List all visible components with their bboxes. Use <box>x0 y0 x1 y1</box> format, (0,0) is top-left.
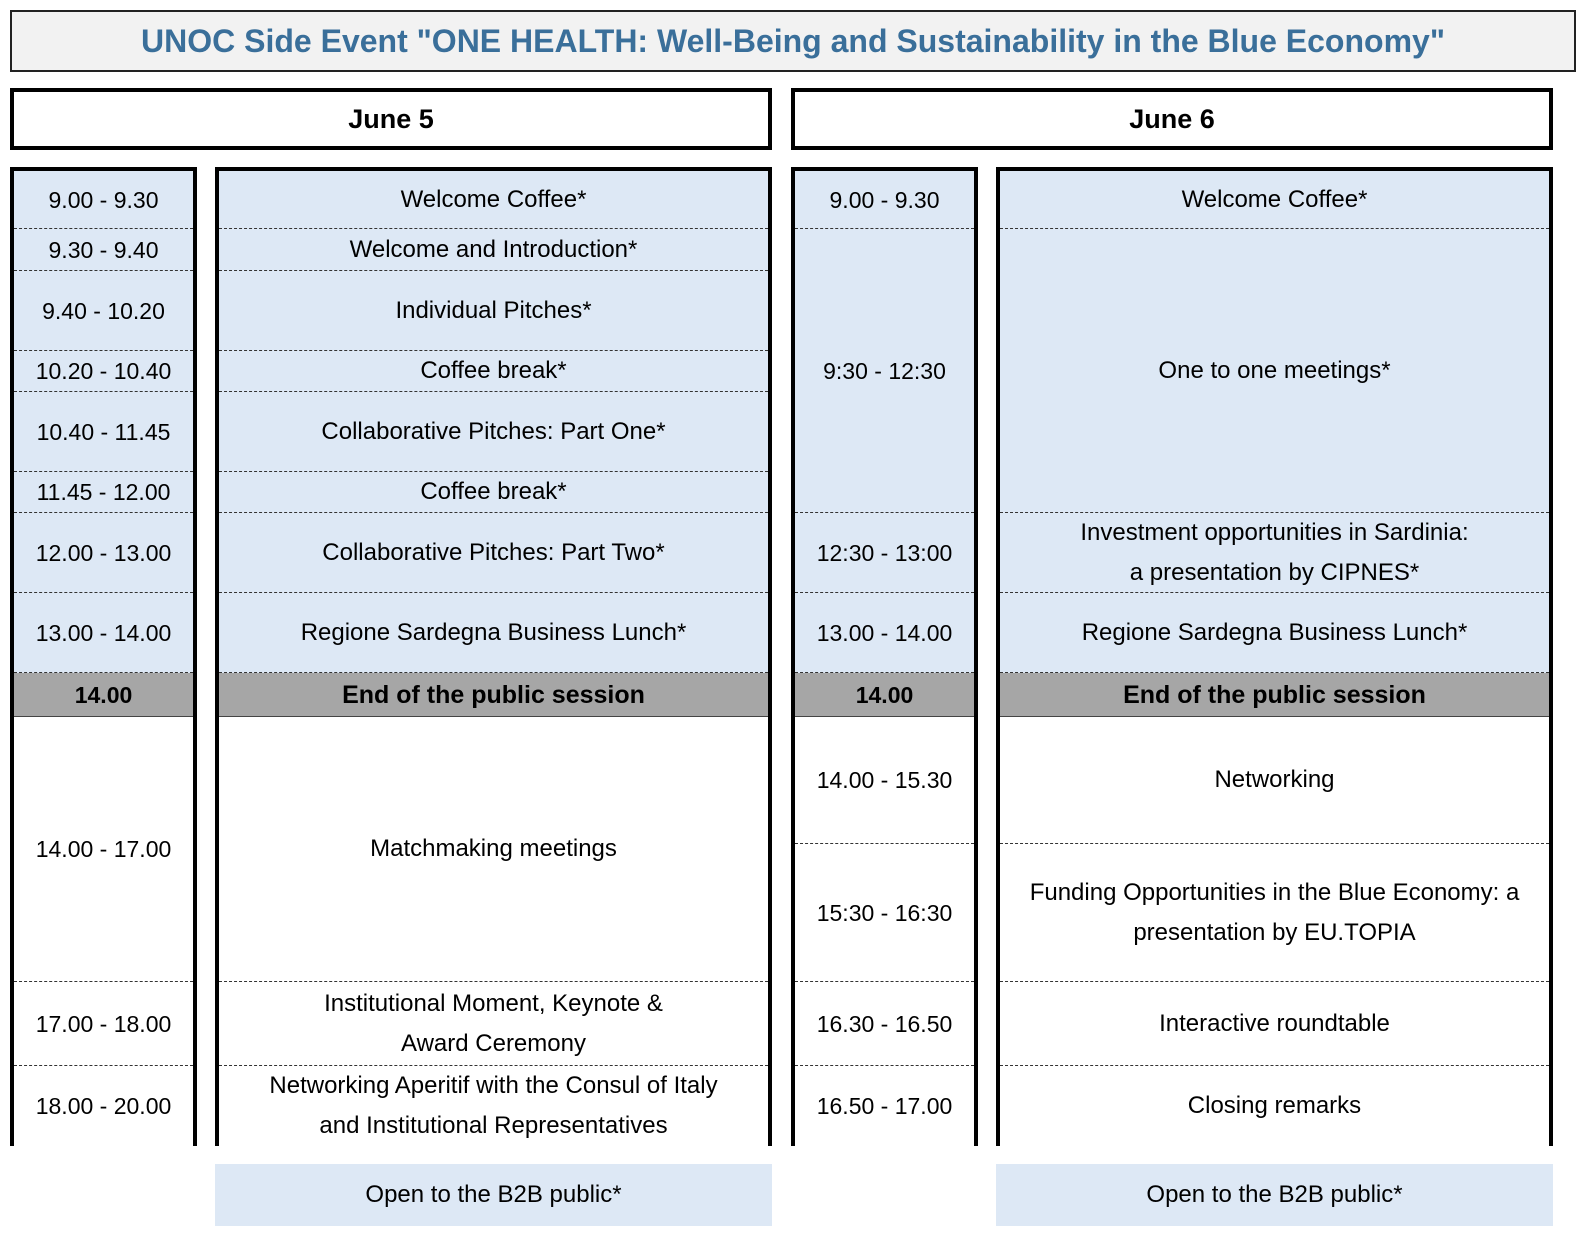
time-slot: 14.00 - 17.00 <box>14 717 193 982</box>
time-slot: 15:30 - 16:30 <box>795 844 974 982</box>
event-cell: Individual Pitches* <box>219 271 768 351</box>
time-slot: 9.30 - 9.40 <box>14 229 193 271</box>
event-cell: Welcome and Introduction* <box>219 229 768 271</box>
event-line: and Institutional Representatives <box>319 1112 668 1139</box>
time-slot: 16.30 - 16.50 <box>795 982 974 1066</box>
time-slot: 12:30 - 13:00 <box>795 513 974 593</box>
time-slot: 10.40 - 11.45 <box>14 392 193 472</box>
event-cell: Collaborative Pitches: Part Two* <box>219 513 768 593</box>
time-slot: 16.50 - 17.00 <box>795 1066 974 1146</box>
time-slot: 9.00 - 9.30 <box>795 171 974 229</box>
june-6-footer-note: Open to the B2B public* <box>996 1164 1553 1226</box>
day-header-june-5: June 5 <box>10 88 772 150</box>
time-slot: 11.45 - 12.00 <box>14 472 193 513</box>
time-slot: 9.40 - 10.20 <box>14 271 193 351</box>
event-cell: Closing remarks <box>1000 1066 1549 1146</box>
event-line: Institutional Moment, Keynote & <box>324 989 663 1017</box>
june-5-event-column <box>215 167 772 1146</box>
event-cell: Interactive roundtable <box>1000 982 1549 1066</box>
time-slot: 9:30 - 12:30 <box>795 229 974 513</box>
event-cell: Coffee break* <box>219 472 768 513</box>
time-slot: 17.00 - 18.00 <box>14 982 193 1066</box>
event-line: Funding Opportunities in the Blue Economy: a <box>1029 878 1520 906</box>
june-6-event-column <box>996 167 1553 1146</box>
june-6-time-column <box>791 167 978 1146</box>
time-slot: 10.20 - 10.40 <box>14 351 193 392</box>
event-cell: Matchmaking meetings <box>219 717 768 982</box>
time-slot: 14.00 <box>795 673 974 717</box>
event-cell: Collaborative Pitches: Part One* <box>219 392 768 472</box>
event-line: presentation by EU.TOPIA <box>1133 918 1416 946</box>
event-cell <box>1000 844 1549 982</box>
event-cell: Welcome Coffee* <box>1000 171 1549 229</box>
time-slot: 13.00 - 14.00 <box>795 593 974 673</box>
event-cell: Networking <box>1000 717 1549 844</box>
event-cell <box>219 982 768 1066</box>
time-slot: 14.00 - 15.30 <box>795 717 974 844</box>
event-title: UNOC Side Event "ONE HEALTH: Well-Being and Sustainability in the Blue Economy" <box>10 10 1576 72</box>
event-cell: One to one meetings* <box>1000 229 1549 513</box>
june-5-time-column <box>10 167 197 1146</box>
event-line: Investment opportunities in Sardinia: <box>1080 518 1469 546</box>
end-of-public-session: End of the public session <box>1000 673 1549 717</box>
event-cell: Coffee break* <box>219 351 768 392</box>
time-slot: 14.00 <box>14 673 193 717</box>
time-slot: 18.00 - 20.00 <box>14 1066 193 1146</box>
event-cell: Welcome Coffee* <box>219 171 768 229</box>
time-slot: 9.00 - 9.30 <box>14 171 193 229</box>
event-line: Award Ceremony <box>401 1029 586 1057</box>
june-5-footer-note: Open to the B2B public* <box>215 1164 772 1226</box>
event-cell: Regione Sardegna Business Lunch* <box>219 593 768 673</box>
day-header-june-6: June 6 <box>791 88 1553 150</box>
event-cell <box>1000 513 1549 593</box>
end-of-public-session: End of the public session <box>219 673 768 717</box>
event-cell: Regione Sardegna Business Lunch* <box>1000 593 1549 673</box>
event-line: a presentation by CIPNES* <box>1129 558 1420 586</box>
time-slot: 13.00 - 14.00 <box>14 593 193 673</box>
event-line: Networking Aperitif with the Consul of Italy <box>269 1072 718 1099</box>
time-slot: 12.00 - 13.00 <box>14 513 193 593</box>
event-cell <box>219 1066 768 1146</box>
